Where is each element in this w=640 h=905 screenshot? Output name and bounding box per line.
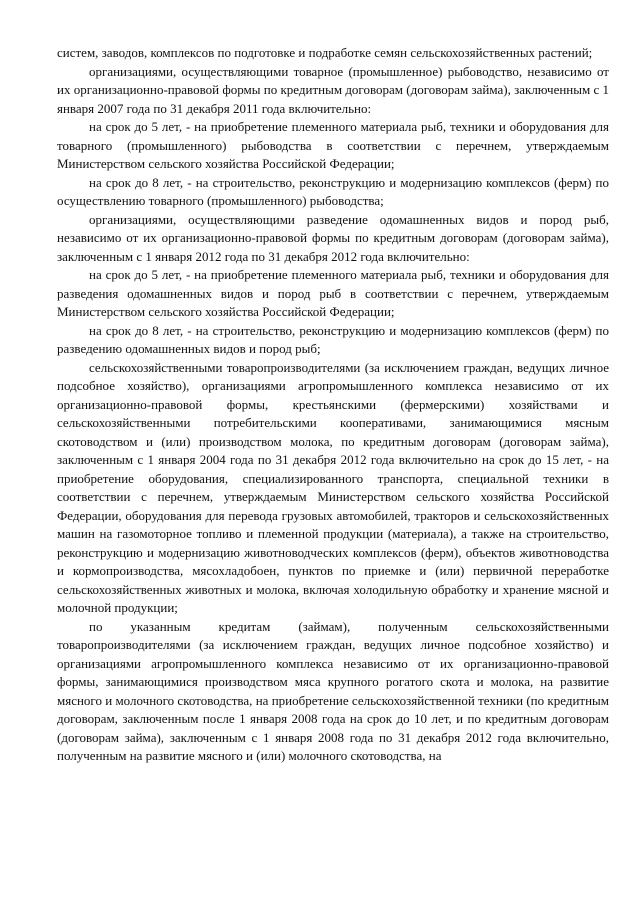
paragraph-6: на срок до 5 лет, - на приобретение племенного материала рыб, техники и оборудования для разведения одомашненных видов и пород рыб в соответствии с перечнем, утверждаемым Министерством сельского хозяйства Российской Федерации; (57, 267, 609, 319)
paragraph-8: сельскохозяйственными товаропроизводителями (за исключением граждан, ведущих личное подсобное хозяйство), организациями агропромышленного комплекса независимо от их организационно-правовой формы, крестьянскими (фермерскими) хозяйствами и сельскохозяйственными потребительскими кооперативами, занимающимися мясным скотоводством и (или) производством молока, по кредитным договорам (договорам займа), заключенным с 1 января 2004 года по 31 декабря 2012 года включительно на срок до 15 лет, - на приобретение оборудования, специализированного транспорта, специальной техники в соответствии с перечнем, утверждаемым Министерством сельского хозяйства Российской Федерации, оборудования для перевода грузовых автомобилей, тракторов и сельскохозяйственных машин на газомоторное топливо и племенной продукции (материала), а также на строительство, реконструкцию и модернизацию животноводческих комплексов (ферм), объектов животноводства и кормопроизводства, мясохладобоен, пунктов по приемке и (или) первичной переработке сельскохозяйственных животных и молока, включая холодильную обработку и хранение мясной и молочной продукции; (57, 359, 609, 615)
paragraph-1: систем, заводов, комплексов по подготовке и подработке семян сельскохозяйственных растений; (57, 45, 593, 60)
paragraph-9: по указанным кредитам (займам), полученным сельскохозяйственными товаропроизводителями (за исключением граждан, ведущих личное подсобное хозяйство) и организациями агропромышленного комплекса независимо от их организационно-правовой формы, занимающимися производством мяса крупного рогатого скота и молока, на развитие мясного и молочного скотоводства, на приобретение сельскохозяйственной техники (по кредитным договорам, заключенным после 1 января 2008 года на срок до 10 лет, и по кредитным договорам (договорам займа), заключенным с 1 января 2008 года по 31 декабря 2012 года включительно, полученным на развитие мясного и (или) молочного скотоводства, на (57, 618, 609, 763)
paragraph-2: организациями, осуществляющими товарное (промышленное) рыбоводство, независимо от их организационно-правовой формы по кредитным договорам (договорам займа), заключенным с 1 января 2007 года по 31 декабря 2011 года включительно: (57, 63, 609, 116)
paragraph-4: на срок до 8 лет, - на строительство, реконструкцию и модернизацию комплексов (ферм) по осуществлению товарного (промышленного) рыбоводства; (57, 174, 609, 208)
paragraph-5: организациями, осуществляющими разведение одомашненных видов и пород рыб, независимо от их организационно-правовой формы по кредитным договорам (договорам займа), заключенным с 1 января 2012 года по 31 декабря 2012 года включительно: (57, 211, 609, 264)
document-page (57, 44, 609, 766)
paragraph-3: на срок до 5 лет, - на приобретение племенного материала рыб, техники и оборудования для товарного (промышленного) рыбоводства в соответствии с перечнем, утверждаемым Министерством сельского хозяйства Российской Федерации; (57, 119, 609, 171)
paragraph-7: на срок до 8 лет, - на строительство, реконструкцию и модернизацию комплексов (ферм) по разведению одомашненных видов и пород рыб; (57, 322, 609, 356)
